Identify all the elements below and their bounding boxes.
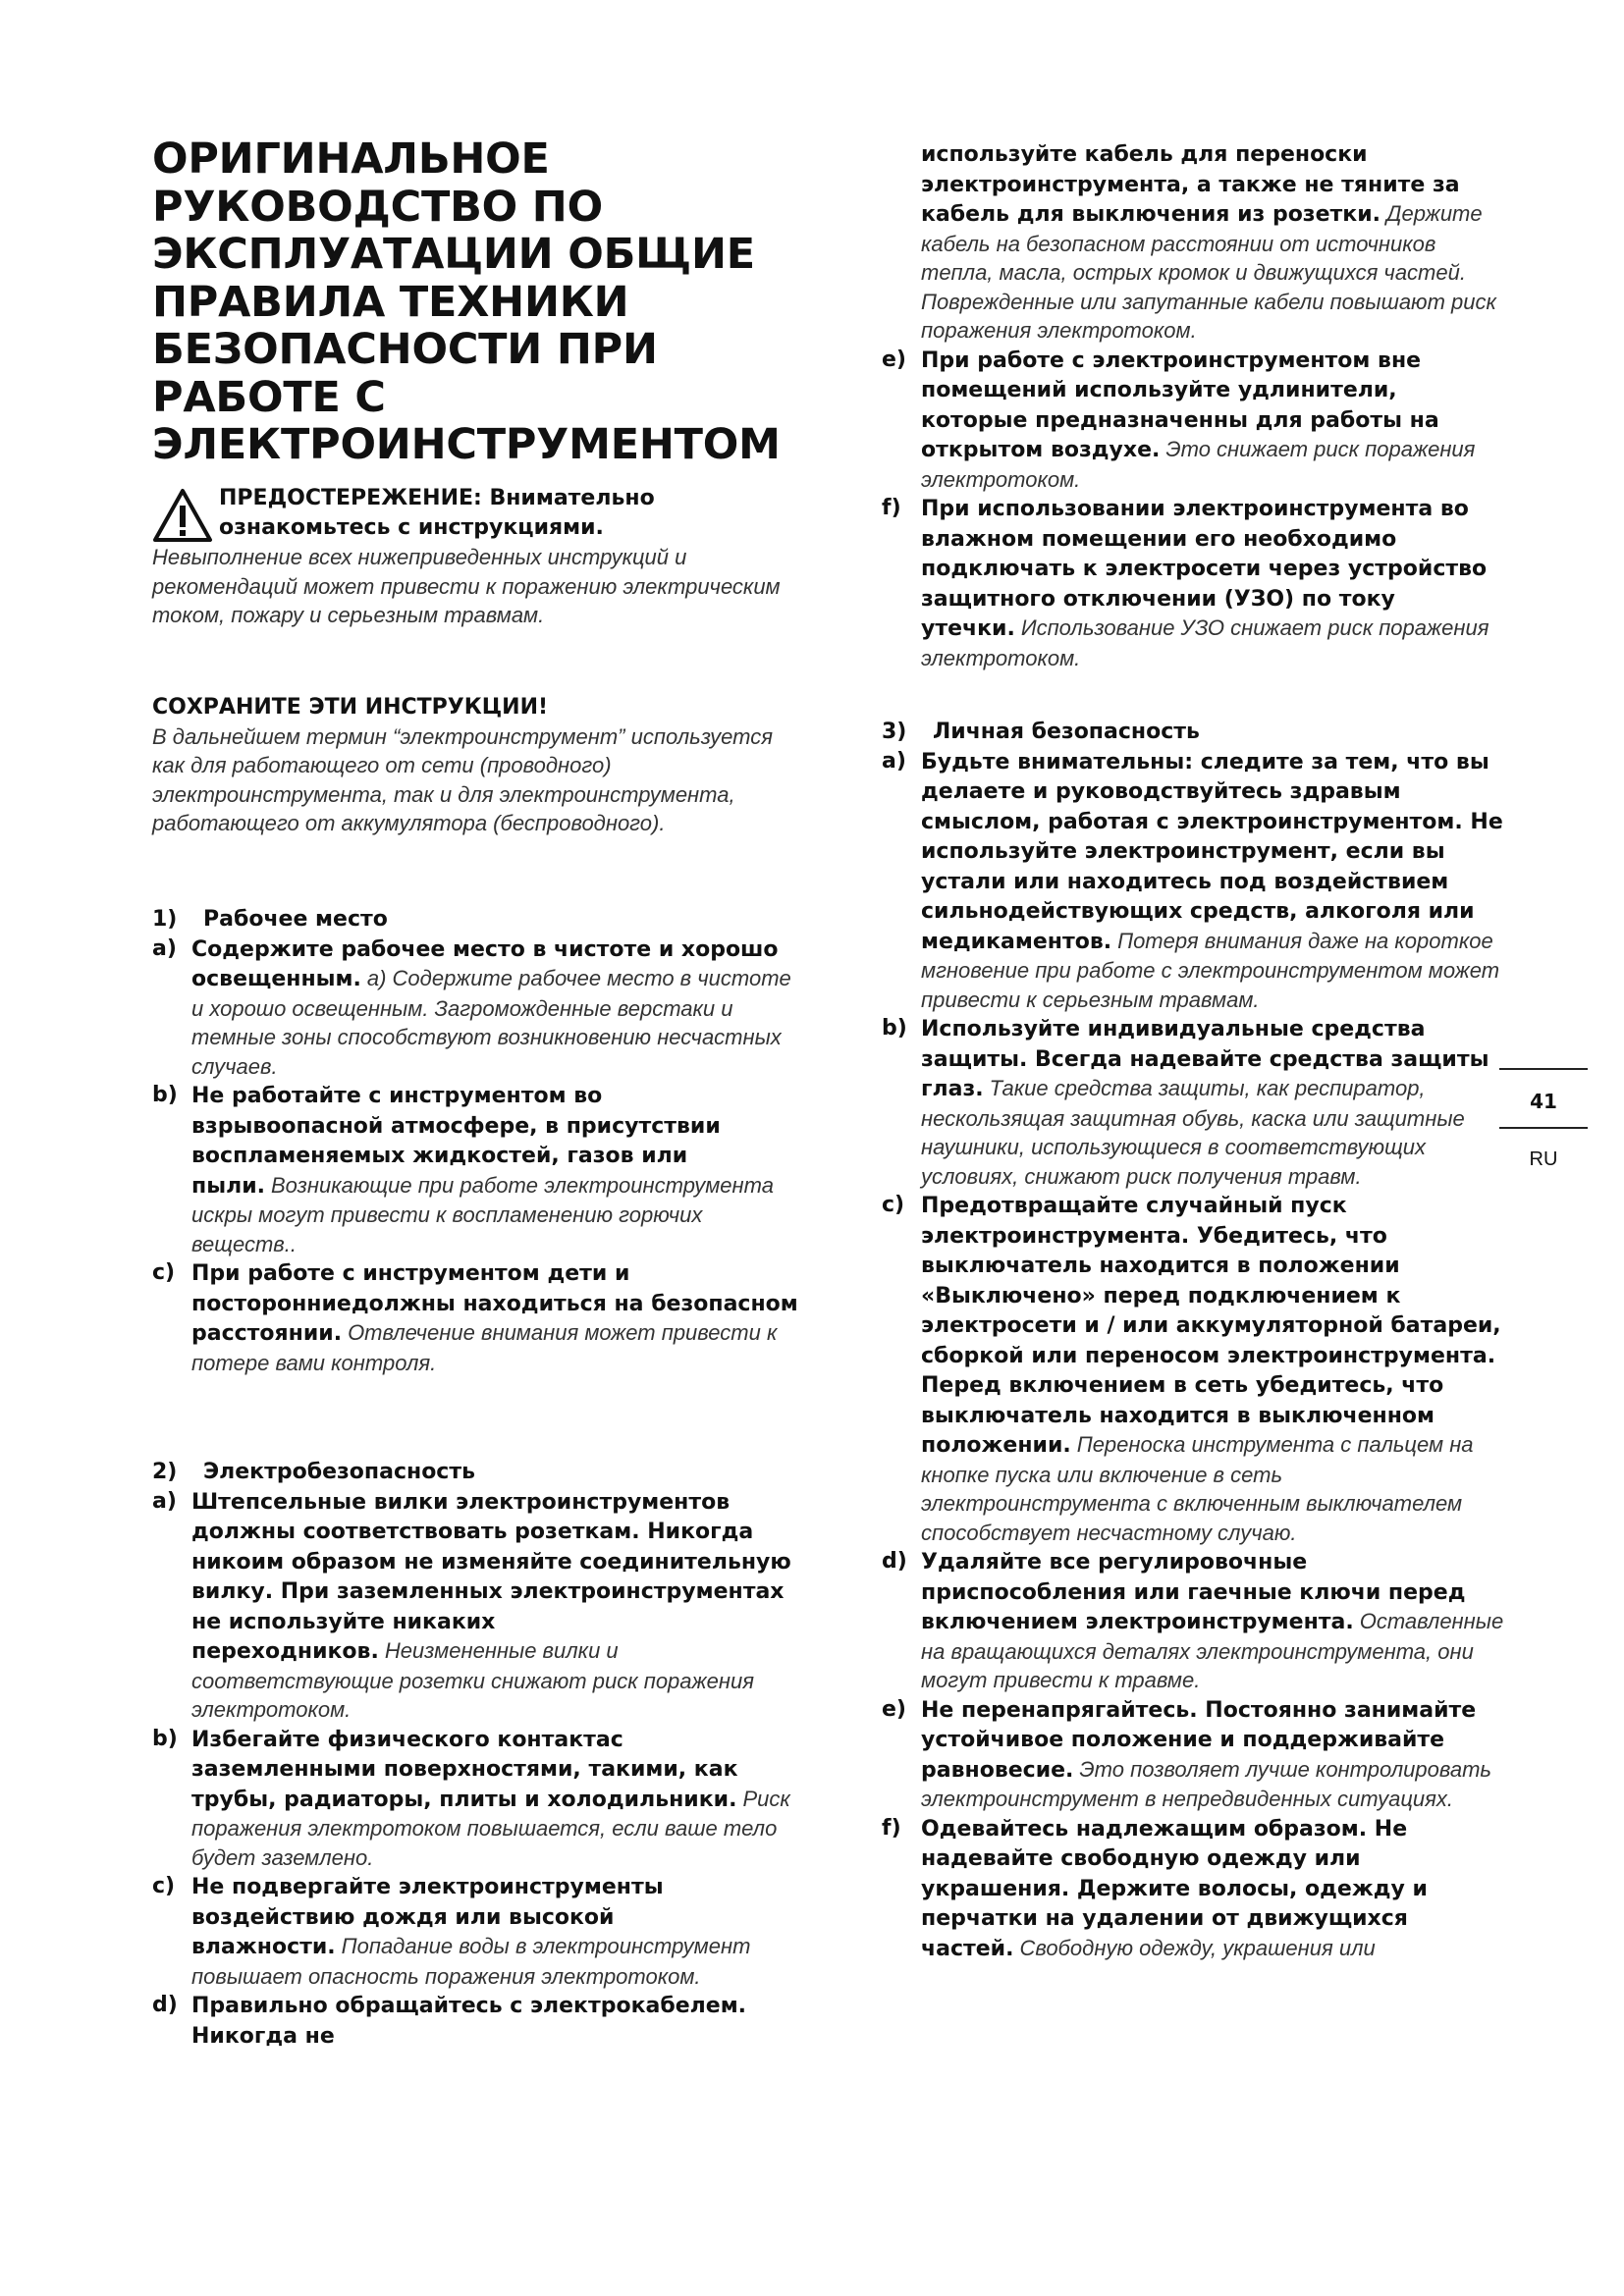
save-block bbox=[152, 693, 800, 838]
page-marker-line-bottom bbox=[1499, 1127, 1588, 1129]
section-2-continued bbox=[882, 139, 1510, 672]
language-code: RU bbox=[1529, 1148, 1558, 1170]
warning-text: Невыполнение всех нижеприведенных инструкций и рекомендаций может привести к поражению электрическим током, пожару и серьезным травмам. bbox=[152, 545, 781, 627]
page-number: 41 bbox=[1530, 1090, 1557, 1113]
list-item: c) Не подвергайте электроинструменты воздействию дождя или высокой влажности. Попадание воды в электроинструмент повышает опасность поражения электротоком. bbox=[152, 1874, 751, 1989]
warning-heading: ПРЕДОСТЕРЕЖЕНИЕ: Внимательно ознакомьтесь с инструкциями. bbox=[219, 486, 655, 540]
list-item: d) Удаляйте все регулировочные приспособления или гаечные ключи перед включением электроинструмента. Оставленные на вращающихся деталях электроинструмента, они могут привести к травме. bbox=[882, 1549, 1504, 1692]
list-item: a) Содержите рабочее место в чистоте и хорошо освещенным. а) Содержите рабочее место в чистоте и хорошо освещенным. Загроможденные верстаки и темные зоны способствуют возникновению несчастных случаев. bbox=[152, 935, 791, 1079]
save-heading: СОХРАНИТЕ ЭТИ ИНСТРУКЦИИ! bbox=[152, 695, 549, 720]
section-1 bbox=[152, 905, 800, 1377]
list-item: используйте кабель для переноски электроинструмента, а также не тяните за кабель для выключения из розетки. Держите кабель на безопасном расстоянии от источников тепла, масла, острых кромок и движущихся частей. Поврежденные или запутанные кабели повышают риск поражения электротоком. bbox=[921, 142, 1496, 343]
warning-icon bbox=[152, 488, 213, 543]
list-item: b) Не работайте с инструментом во взрывоопасной атмосфере, в присутствии воспламеняемых жидкостей, газов или пыли. Возникающие при работе электроинструмента искры могут привести к воспламенению горючих веществ.. bbox=[152, 1083, 774, 1256]
list-item: a) Штепсельные вилки электроинструментов должны соответствовать розеткам. Никогда никоим образом не изменяйте соединительную вилку. При заземленных электроинструментах не используйте никаких переходников. Неизмененные вилки и соответствующие розетки снижают риск поражения электротоком. bbox=[152, 1488, 791, 1722]
list-item: c) При работе с инструментом дети и посторонниедолжны находиться на безопасном расстоянии. Отвлечение внимания может привести к потере вами контроля. bbox=[152, 1260, 798, 1375]
section-heading: 3) Личная безопасность bbox=[882, 720, 1200, 744]
list-item: f) Одевайтесь надлежащим образом. Не надевайте свободную одежду или украшения. Держите волосы, одежду и перчатки на удалении от движущихся частей. Свободную одежду, украшения или bbox=[882, 1815, 1428, 1961]
section-3 bbox=[882, 718, 1510, 1963]
page-title: ОРИГИНАЛЬНОЕ РУКОВОДСТВО ПО ЭКСПЛУАТАЦИИ ОБЩИЕ ПРАВИЛА ТЕХНИКИ БЕЗОПАСНОСТИ ПРИ РАБОТЕ С ЭЛЕКТРОИНСТРУМЕНТОМ bbox=[152, 134, 781, 469]
list-item: f) При использовании электроинструмента во влажном помещении его необходимо подключать к электросети через устройство защитного отключении (УЗО) по току утечки. Использование УЗО снижает риск поражения электротоком. bbox=[882, 496, 1489, 670]
list-item: d) Правильно обращайтесь с электрокабелем. Никогда не bbox=[152, 1993, 747, 2049]
list-item: a) Будьте внимательны: следите за тем, что вы делаете и руководствуйтесь здравым смыслом, работая с электроинструментом. Не используйте электроинструмент, если вы устали или находитесь под воздействием сильнодействующих средств, алкоголя или медикаментов. Потеря внимания даже на короткое мгновение при работе с электроинструментом может привести к серьезным травмам. bbox=[882, 748, 1503, 1012]
list-item: e) Не перенапрягайтесь. Постоянно занимайте устойчивое положение и поддерживайте равновесие. Это позволяет лучше контролировать электроинструмент в непредвиденных ситуациях. bbox=[882, 1696, 1491, 1811]
list-item: e) При работе с электроинструментом вне помещений используйте удлинители, которые предназначенны для работы на открытом воздухе. Это снижает риск поражения электротоком. bbox=[882, 347, 1476, 492]
section-2 bbox=[152, 1458, 800, 2051]
save-text: В дальнейшем термин “электроинструмент” используется как для работающего от сети (проводного) электроинструмента, так и для электроинструмента, работающего от аккумулятора (беспроводного). bbox=[152, 723, 774, 835]
page-marker-line-top bbox=[1499, 1068, 1588, 1070]
warning-block bbox=[152, 484, 800, 630]
list-item: c) Предотвращайте случайный пуск электроинструмента. Убедитесь, что выключатель находится в положении «Выключено» перед подключением к электросети и / или аккумуляторной батареи, сборкой или переносом электроинструмента. Перед включением в сеть убедитесь, что выключатель находится в выключенном положении. Переноска инструмента с пальцем на кнопке пуска или включение в сеть электроинструмента с включенным выключателем способствует несчастному случаю. bbox=[882, 1193, 1501, 1545]
section-heading: 1) Рабочее место bbox=[152, 907, 388, 932]
list-item: b) Используйте индивидуальные средства защиты. Всегда надевайте средства защиты глаз. Такие средства защиты, как респиратор, нескользящая защитная обувь, каска или защитные наушники, использующиеся в соответствующих условиях, снижают риск получения травм. bbox=[882, 1016, 1489, 1189]
list-item: b) Избегайте физического контактас заземленными поверхностями, такими, как трубы, радиаторы, плиты и холодильники. Риск поражения электротоком повышается, если ваше тело будет заземлено. bbox=[152, 1726, 790, 1870]
section-heading: 2) Электробезопасность bbox=[152, 1460, 476, 1484]
